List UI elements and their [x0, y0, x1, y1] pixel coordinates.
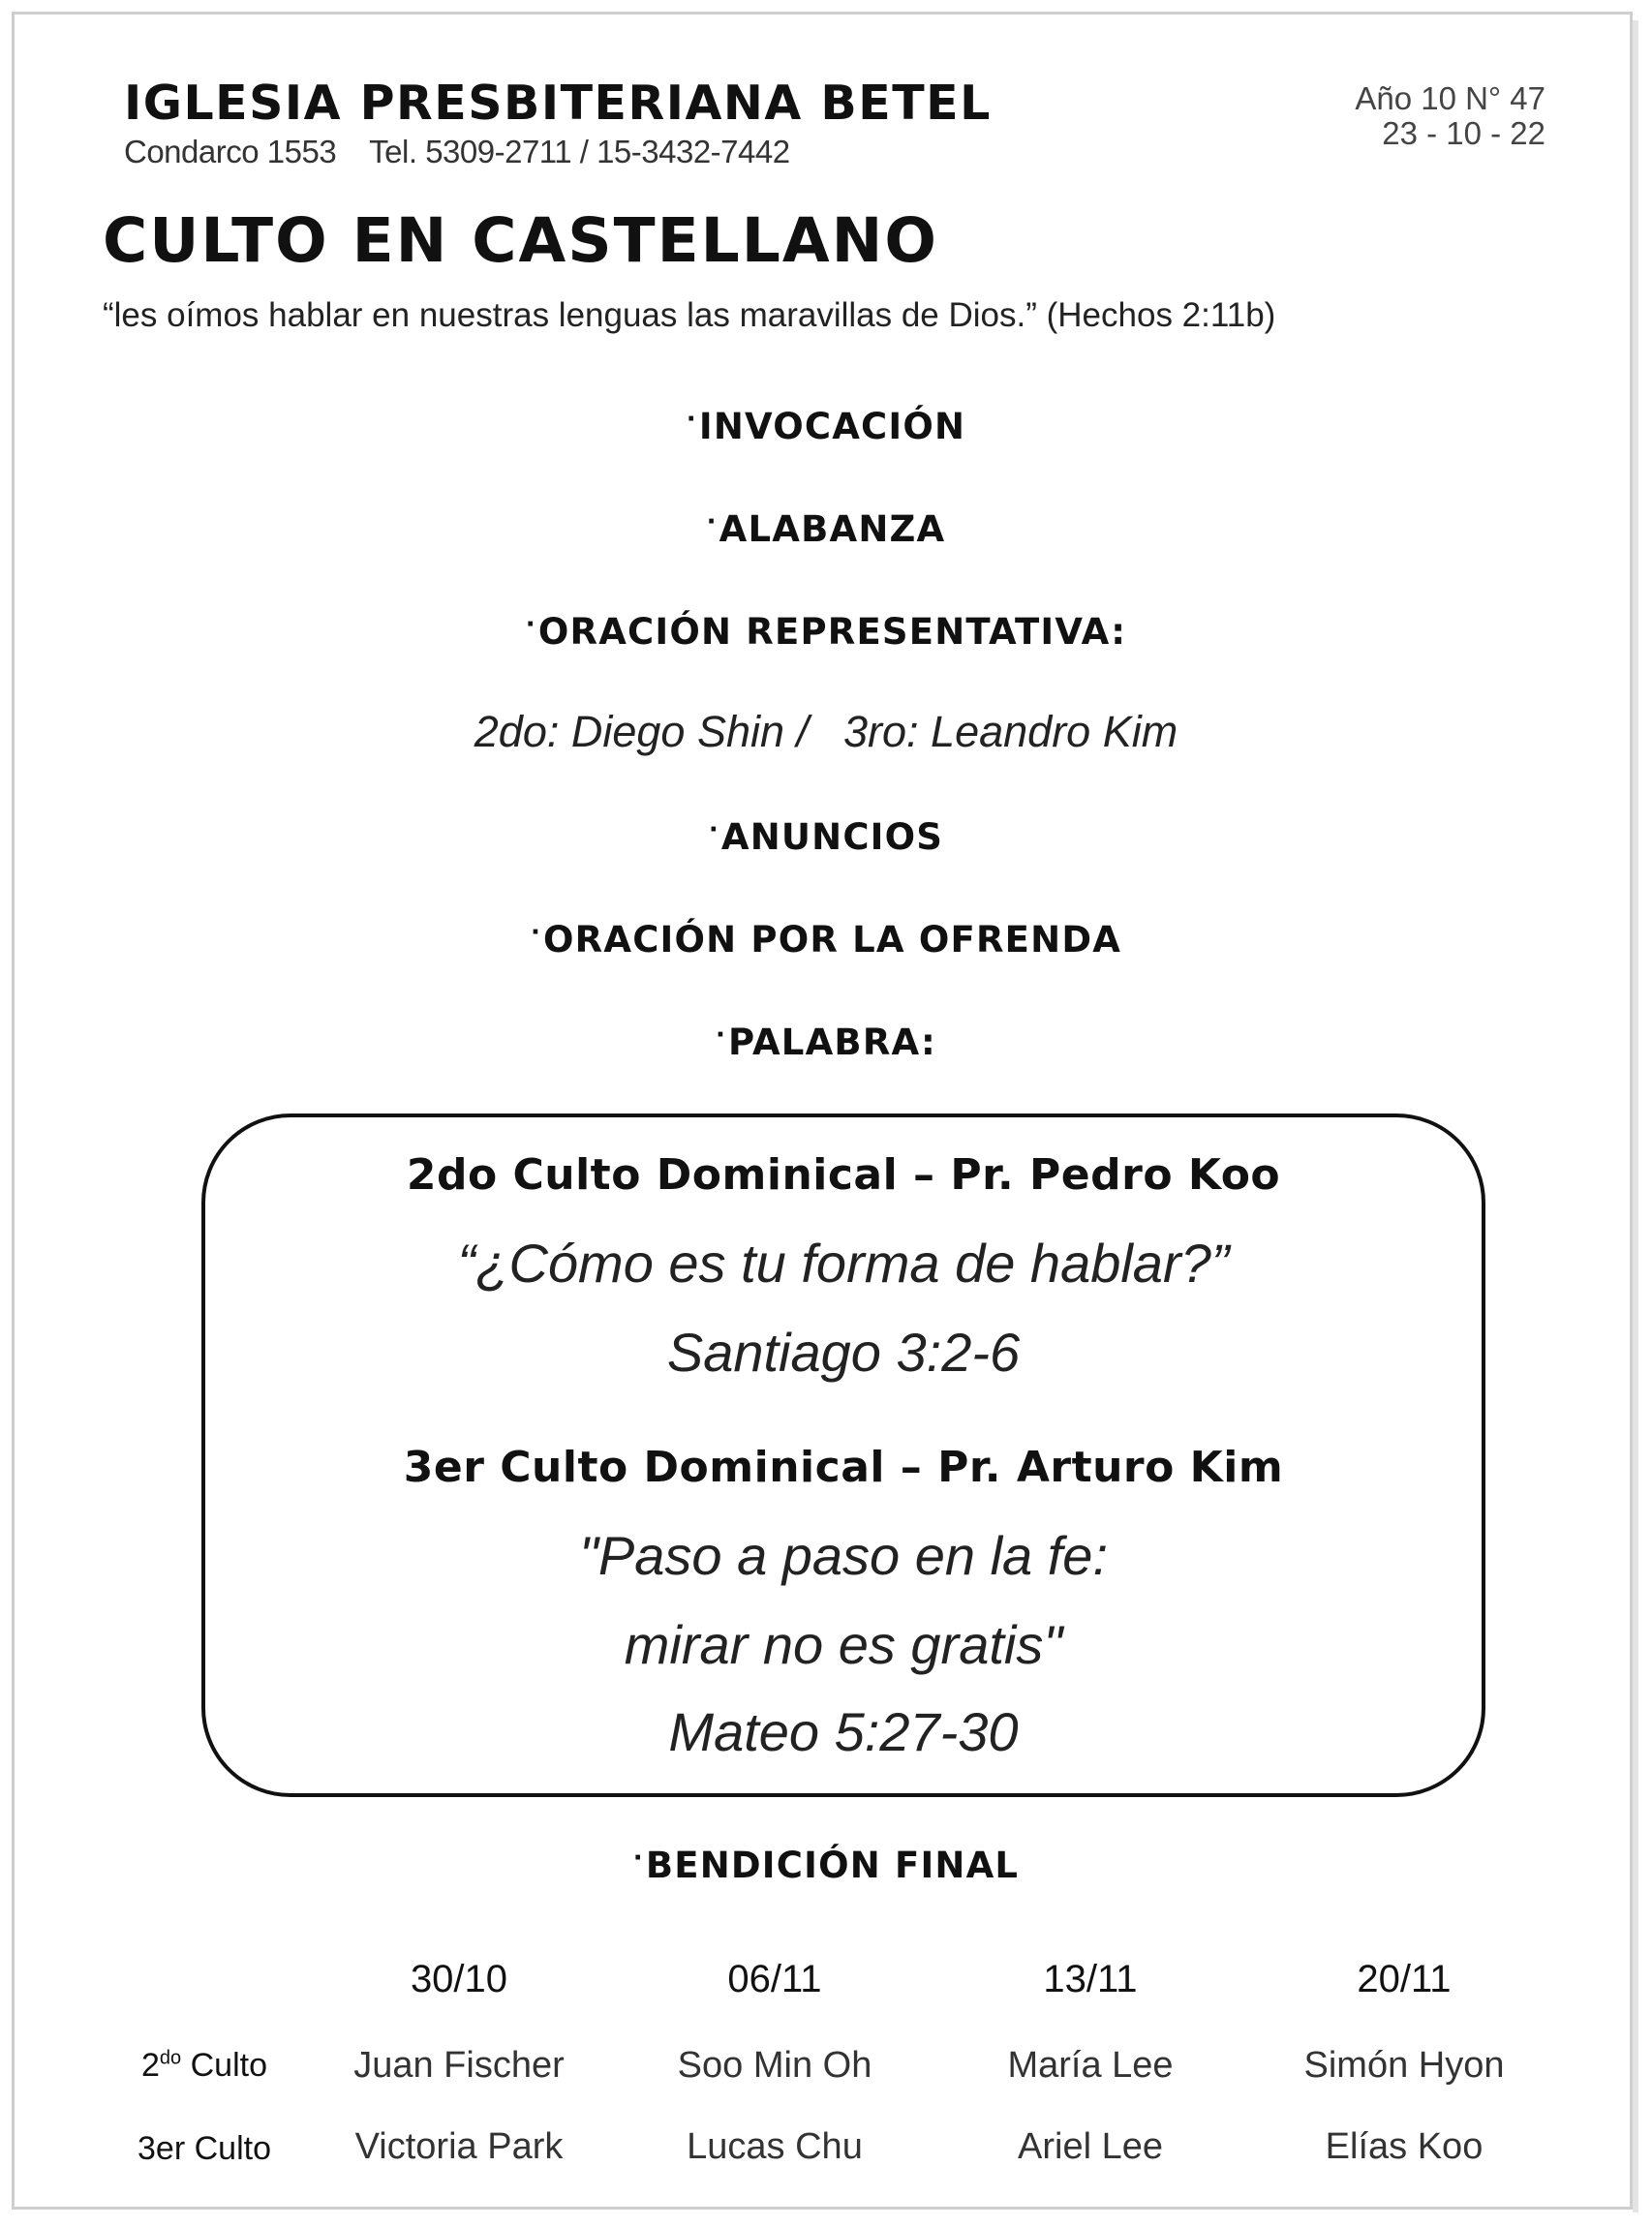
bullet: ·	[525, 610, 536, 639]
oracion-3ro: 3ro: Leandro Kim	[843, 707, 1178, 756]
schedule-date: 06/11	[727, 1958, 822, 2000]
address: Condarco 1553	[124, 134, 337, 169]
sermon-2do-heading: 2do Culto Dominical – Pr. Pedro Koo	[406, 1150, 1281, 1200]
schedule-cell: Lucas Chu	[687, 2126, 863, 2167]
bullet: ·	[715, 1021, 727, 1050]
section-label: ALABANZA	[719, 508, 946, 550]
church-name: IGLESIA PRESBITERIANA BETEL	[124, 76, 992, 131]
schedule-label-2do	[93, 2047, 316, 2085]
section-oracion-ofrenda	[0, 918, 1652, 961]
sermon-3er-passage: Mateo 5:27-30	[668, 1701, 1019, 1762]
section-label: ORACIÓN POR LA OFRENDA	[543, 919, 1122, 961]
schedule-cell: Simón Hyon	[1303, 2045, 1505, 2086]
section-label: ANUNCIOS	[720, 816, 944, 858]
label-superscript: do	[159, 2047, 182, 2069]
schedule-cell: Soo Min Oh	[677, 2045, 872, 2086]
bullet: ·	[708, 815, 719, 844]
page-title: CULTO EN CASTELLANO	[103, 205, 938, 276]
issue-info	[1355, 81, 1545, 152]
verse-quote: “les oímos hablar en nuestras lenguas las maravillas de Dios.” (Hechos 2:11b)	[103, 296, 1276, 334]
section-alabanza	[0, 507, 1652, 550]
section-label: ORACIÓN REPRESENTATIVA:	[537, 611, 1127, 653]
label-number: 2	[141, 2047, 160, 2084]
bullet: ·	[632, 1844, 644, 1873]
label-text: Culto	[181, 2047, 267, 2084]
phone: Tel. 5309-2711 / 15-3432-7442	[369, 134, 790, 169]
sermon-3er-heading: 3er Culto Dominical – Pr. Arturo Kim	[403, 1443, 1284, 1492]
schedule-label-3er: 3er Culto	[138, 2130, 271, 2167]
sermon-3er-title-line1: "Paso a paso en la fe:	[578, 1525, 1109, 1586]
issue-number: Año 10 N° 47	[1355, 80, 1545, 116]
sermon-2do-passage: Santiago 3:2-6	[666, 1322, 1021, 1383]
issue-date: 23 - 10 - 22	[1382, 115, 1545, 152]
oracion-2do: 2do: Diego Shin /	[474, 707, 810, 756]
section-palabra	[0, 1021, 1652, 1063]
contact-line	[124, 134, 790, 170]
bullet: ·	[530, 918, 542, 947]
sermon-2do-title: “¿Cómo es tu forma de hablar?”	[457, 1233, 1230, 1294]
section-invocacion	[0, 405, 1652, 447]
section-label: INVOCACIÓN	[698, 406, 966, 447]
section-label: BENDICIÓN FINAL	[645, 1845, 1020, 1886]
section-anuncios	[0, 815, 1652, 858]
section-bendicion	[0, 1844, 1652, 1886]
schedule-cell: María Lee	[1007, 2045, 1174, 2086]
schedule-cell: Juan Fischer	[353, 2045, 565, 2086]
section-oracion-representativa	[0, 610, 1652, 653]
section-label: PALABRA:	[728, 1022, 937, 1063]
schedule-date: 20/11	[1357, 1958, 1452, 2000]
schedule-cell: Victoria Park	[354, 2126, 564, 2167]
oracion-names	[0, 707, 1652, 757]
schedule-cell: Ariel Lee	[1018, 2126, 1163, 2167]
schedule-date: 30/10	[410, 1958, 508, 2000]
bullet: ·	[686, 405, 697, 434]
sermon-3er-title-line2: mirar no es gratis"	[624, 1614, 1063, 1675]
bullet: ·	[706, 507, 718, 536]
schedule-cell: Elías Koo	[1325, 2126, 1484, 2167]
schedule-date: 13/11	[1043, 1958, 1138, 2000]
